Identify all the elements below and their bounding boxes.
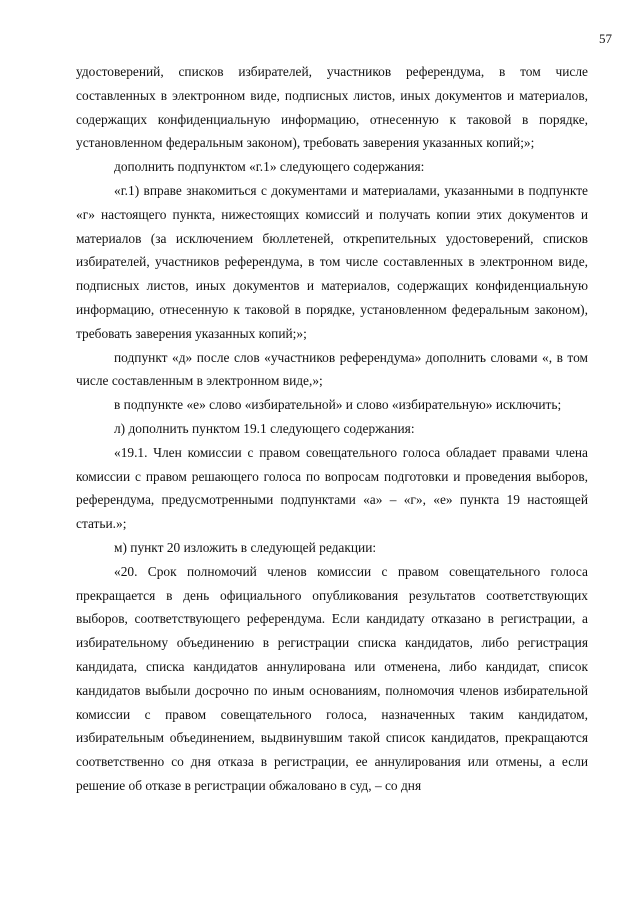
paragraph: л) дополнить пунктом 19.1 следующего содержания: <box>114 420 415 436</box>
paragraph: дополнить подпунктом «г.1» следующего содержания: <box>114 159 425 175</box>
page-number: 57 <box>599 31 612 46</box>
paragraph: «20. Срок полномочий членов комиссии с правом совещательного голоса прекращается в день официального опубликования результатов соответствующих выборов, соответствующего референдума. Если кандидату отказано в регистрации, а избирательному объединению в регистрации списка кандидатов, либо регистрация кандидата, списка кандидатов аннулирована или отменена, либо кандидат, список кандидатов выбыли досрочно по иным основаниям, полномочия членов избирательной комиссии с правом совещательного голоса, назначенных таким кандидатом, избирательным объединением, выдвинувшим такой список кандидатов, прекращаются соответственно со дня отказа в регистрации, ее аннулирования или отмены, а если решение об отказе в регистрации обжаловано в суд, – со дня <box>76 563 588 793</box>
paragraph: «19.1. Член комиссии с правом совещательного голоса обладает правами члена комиссии с правом решающего голоса по вопросам подготовки и проведения выборов, референдума, предусмотренными подпунктами «а» – «г», «е» пункта 19 настоящей статьи.»; <box>76 444 588 532</box>
paragraph: подпункт «д» после слов «участников референдума» дополнить словами «, в том числе составленным в электронном виде,»; <box>76 349 588 389</box>
paragraph-continuation: удостоверений, списков избирателей, участников референдума, в том числе составленных в электронном виде, подписных листов, иных документов и материалов, содержащих конфиденциальную информацию, отнесенную к таковой в порядке, установленном федеральным законом), требовать заверения указанных копий;»; <box>76 64 588 151</box>
document-body <box>76 60 588 798</box>
paragraph: «г.1) вправе знакомиться с документами и материалами, указанными в подпункте «г» настоящего пункта, нижестоящих комиссий и получать копии этих документов и материалов (за исключением бюллетеней, открепительных удостоверений, списков избирателей, участников референдума, в том числе составленных в электронном виде, подписных листов, иных документов и материалов, содержащих конфиденциальную информацию, отнесенную к таковой в порядке, установленном федеральным законом), требовать заверения указанных копий;»; <box>76 182 588 341</box>
paragraph: в подпункте «е» слово «избирательной» и слово «избирательную» исключить; <box>114 397 562 413</box>
paragraph: м) пункт 20 изложить в следующей редакции: <box>114 539 377 555</box>
